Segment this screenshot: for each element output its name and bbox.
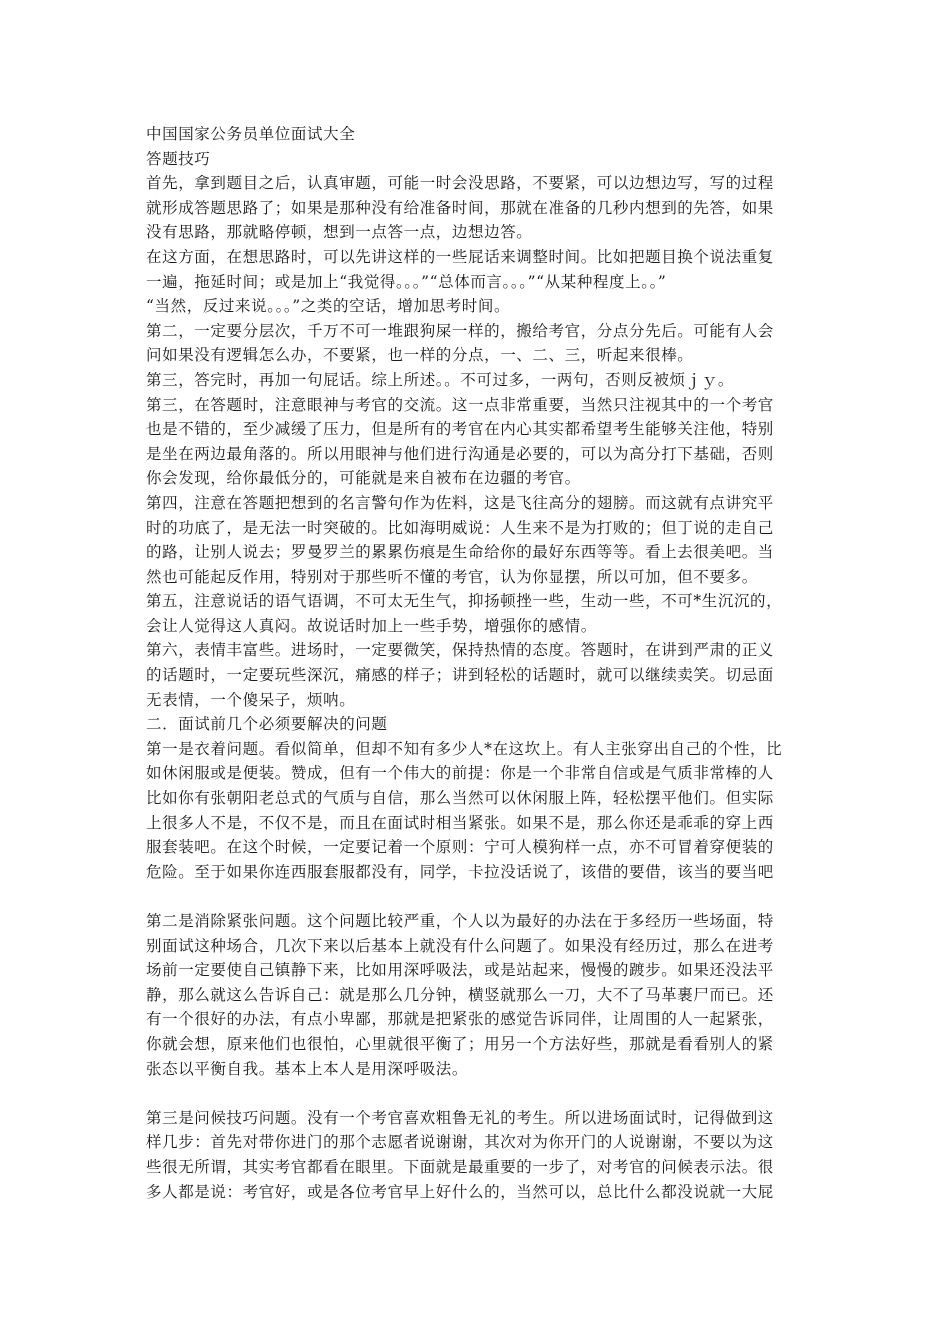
text-line: 第三，答完时，再加一句屁话。综上所述。。不可过多，一两句，否则反被烦ｊｙ。 <box>146 370 734 389</box>
text-line: 别面试这种场合，几次下来以后基本上就没有什么问题了。如果没有经历过，那么在进考 <box>146 936 774 955</box>
text-line: 没有思路，那就略停顿，想到一点答一点，边想边答。 <box>146 223 533 242</box>
text-line: 首先，拿到题目之后，认真审题，可能一时会没思路，不要紧，可以边想边写，写的过程 <box>146 174 774 193</box>
text-line: 第一是衣着问题。看似简单，但却不知有多少人*在这坎上。有人主张穿出自己的个性，比 <box>146 739 783 758</box>
text-line: 你就会想，原来他们也很怕，心里就很平衡了；用另一个方法好些，那就是看看别人的紧 <box>146 1034 774 1053</box>
text-line: 服套装吧。在这个时候，一定要记着一个原则：宁可人模狗样一点，亦不可冒着穿便装的 <box>146 838 774 857</box>
text-line: 就形成答题思路了；如果是那种没有给准备时间，那就在准备的几秒内想到的先答，如果 <box>146 198 774 217</box>
text-line: 时的功底了，是无法一时突破的。比如海明威说：人生来不是为打败的；但丁说的走自己 <box>146 518 774 537</box>
text-line: 第二，一定要分层次，千万不可一堆跟狗屎一样的，搬给考官，分点分先后。可能有人会 <box>146 321 774 340</box>
text-line: 有一个很好的办法，有点小卑鄙，那就是把紧张的感觉告诉同伴，让周围的人一起紧张， <box>146 1010 774 1029</box>
text-line: “当然，反过来说。。。”之类的空话，增加思考时间。 <box>146 297 511 316</box>
text-line: 危险。至于如果你连西服套服都没有，同学，卡拉没话说了，该借的要借，该当的要当吧 <box>146 862 774 881</box>
text-line: 第三，在答题时，注意眼神与考官的交流。这一点非常重要，当然只注视其中的一个考官 <box>146 395 774 414</box>
text-line: 然也可能起反作用，特别对于那些听不懂的考官，认为你显摆，所以可加，但不要多。 <box>146 567 758 586</box>
text-line: 的话题时，一定要玩些深沉，痛感的样子；讲到轻松的话题时，就可以继续卖笑。切忌面 <box>146 666 774 685</box>
text-line: 是坐在两边最角落的。所以用眼神与他们进行沟通是必要的，可以为高分打下基础，否则 <box>146 444 774 463</box>
text-line: 第五，注意说话的语气语调，不可太无生气，抑扬顿挫一些，生动一些，不可*生沉沉的， <box>146 592 783 611</box>
text-line: 在这方面，在想思路时，可以先讲这样的一些屁话来调整时间。比如把题目换个说法重复 <box>146 247 774 266</box>
text-line: 你会发现，给你最低分的，可能就是来自被布在边疆的考官。 <box>146 469 581 488</box>
section-heading: 答题技巧 <box>146 149 211 168</box>
document-body <box>146 122 812 1204</box>
text-line: 上很多人不是，不仅不是，而且在面试时相当紧张。如果不是，那么你还是乖乖的穿上西 <box>146 813 774 832</box>
text-line: 第四，注意在答题把想到的名言警句作为佐料，这是飞往高分的翅膀。而这就有点讲究平 <box>146 493 774 512</box>
text-line: 第三是问候技巧问题。没有一个考官喜欢粗鲁无礼的考生。所以进场面试时，记得做到这 <box>146 1108 774 1127</box>
text-line: 比如你有张朝阳老总式的气质与自信，那么当然可以休闲服上阵，轻松摆平他们。但实际 <box>146 789 774 808</box>
doc-title: 中国国家公务员单位面试大全 <box>146 125 356 143</box>
section-heading: 二．面试前几个必须要解决的问题 <box>146 715 388 734</box>
blank-line <box>146 1081 812 1106</box>
text-line: 如休闲服或是便装。赞成，但有一个伟大的前提：你是一个非常自信或是气质非常棒的人 <box>146 764 774 783</box>
text-line: 也是不错的，至少减缓了压力，但是所有的考官在内心其实都希望考生能够关注他，特别 <box>146 420 774 439</box>
text-line: 多人都是说：考官好，或是各位考官早上好什么的，当然可以，总比什么都没说就一大屁 <box>146 1182 774 1201</box>
text-line: 些很无所谓，其实考官都看在眼里。下面就是最重要的一步了，对考官的问候表示法。很 <box>146 1157 774 1176</box>
text-line: 问如果没有逻辑怎么办，不要紧，也一样的分点，一、二、三，听起来很棒。 <box>146 346 694 365</box>
text-line: 会让人觉得这人真闷。故说话时加上一些手势，增强你的感情。 <box>146 616 597 635</box>
text-line: 第六，表情丰富些。进场时，一定要微笑，保持热情的态度。答题时，在讲到严肃的正义 <box>146 641 774 660</box>
text-line: 样几步：首先对带你进门的那个志愿者说谢谢，其次对为你开门的人说谢谢，不要以为这 <box>146 1133 774 1152</box>
blank-line <box>146 884 812 909</box>
text-line: 的路，让别人说去；罗曼罗兰的累累伤痕是生命给你的最好东西等等。看上去很美吧。当 <box>146 543 774 562</box>
text-line: 一遍，拖延时间；或是加上“我觉得。。。”“总体而言。。。”“从某种程度上。。” <box>146 272 667 291</box>
text-line: 张态以平衡自我。基本上本人是用深呼吸法。 <box>146 1059 469 1078</box>
text-line: 场前一定要使自己镇静下来，比如用深呼吸法，或是站起来，慢慢的踱步。如果还没法平 <box>146 961 774 980</box>
text-line: 第二是消除紧张问题。这个问题比较严重，个人以为最好的办法在于多经历一些场面，特 <box>146 912 774 930</box>
text-line: 静，那么就这么告诉自己：就是那么几分钟，横竖就那么一刀，大不了马革裹尸而已。还 <box>146 985 774 1004</box>
text-line: 无表情，一个傻呆子，烦呐。 <box>146 690 356 709</box>
